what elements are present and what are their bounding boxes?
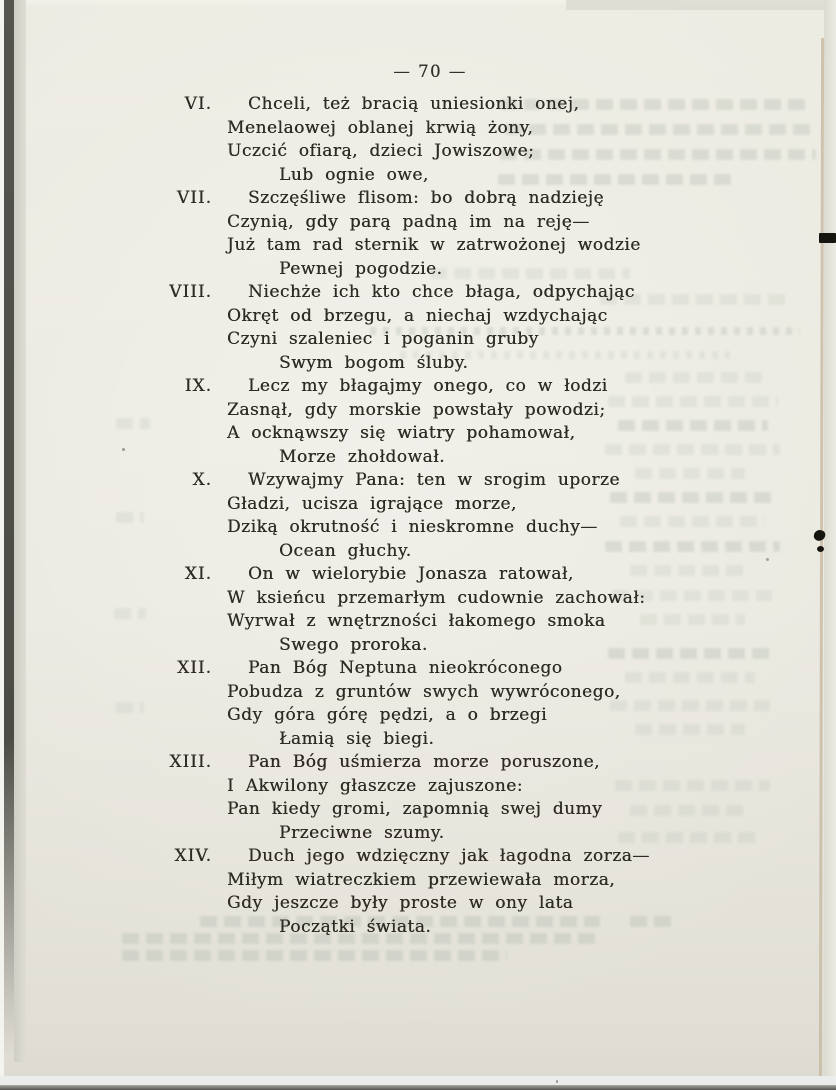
stanza-xi <box>160 563 760 657</box>
poem-line: Przeciwne szumy. <box>279 822 445 843</box>
poem-line <box>160 469 760 493</box>
poem-line: A ocknąwszy się wiatry pohamował, <box>227 423 576 443</box>
stanza-numeral: XIV. <box>174 846 212 866</box>
bleed-through-line <box>116 702 144 713</box>
stanza-x <box>160 469 760 563</box>
poem-line: Okręt od brzegu, a niechaj wzdychając <box>227 305 608 326</box>
poem-line-text: Pan Bóg uśmierza morze poruszone, <box>248 752 601 772</box>
bleed-through-line <box>122 950 507 961</box>
poem-line: Już tam rad sternik w zatrwożonej wodzie <box>227 235 641 255</box>
poem-line: Miłym wiatreczkiem przewiewała morza, <box>227 869 616 890</box>
poem-line-text: Lecz my błagajmy onego, co w łodzi <box>248 376 608 396</box>
poem-line-text: Szczęśliwe flisom: bo dobrą nadzieję <box>248 188 605 208</box>
poem-line: Gładzi, ucisza igrające morze, <box>227 493 517 514</box>
poem-line: I Akwilony głaszcze zajuszone: <box>227 775 523 796</box>
poem-line <box>160 281 760 305</box>
poem-line: Pan kiedy gromi, zapomnią swej dumy <box>227 799 603 819</box>
bleed-through-line <box>116 418 150 429</box>
poem-body <box>160 93 760 939</box>
poem-line <box>160 845 760 869</box>
scan-artifact-mark <box>819 233 836 243</box>
poem-line: Uczcić ofiarą, dzieci Jowiszowe; <box>227 141 535 161</box>
stanza-numeral: XII. <box>177 658 212 678</box>
poem-line: Czyni szaleniec i poganin gruby <box>227 329 539 349</box>
scan-gutter-shadow <box>4 0 14 1056</box>
stanza-numeral: VI. <box>184 94 212 114</box>
poem-line: Morze zhołdował. <box>279 446 446 467</box>
poem-line <box>160 563 760 587</box>
poem-line <box>160 751 760 775</box>
poem-line-text: Duch jego wdzięczny jak łagodna zorza— <box>248 846 650 866</box>
poem-line: Pobudza z gruntów swych wywróconego, <box>227 681 621 702</box>
poem-line <box>160 375 760 399</box>
stanza-numeral: X. <box>192 470 212 490</box>
scan-artifact-blot <box>817 546 824 552</box>
poem-line-text: Niechże ich kto chce błaga, odpychając <box>248 282 635 302</box>
stanza-numeral: VIII. <box>169 282 212 302</box>
stanza-numeral: VII. <box>176 188 212 208</box>
poem-line: Pewnej pogodzie. <box>279 258 443 279</box>
poem-line: Ocean głuchy. <box>279 540 412 561</box>
scan-left-margin <box>0 0 4 1090</box>
stanza-xiii <box>160 751 760 845</box>
poem-line: W ksieńcu przemarłym cudownie zachował: <box>227 587 646 608</box>
poem-line-text: Wzywajmy Pana: ten w srogim uporze <box>248 470 620 490</box>
bleed-through-line <box>114 608 146 619</box>
poem-line: Gdy jeszcze były proste w ony lata <box>227 893 574 913</box>
poem-line: Lub ognie owe, <box>279 164 429 185</box>
poem-line: Czynią, gdy parą padną im na reję— <box>227 211 590 232</box>
page-top-right-shade <box>566 0 836 10</box>
stanza-numeral: XI. <box>184 564 212 584</box>
scan-speck <box>556 1080 558 1083</box>
stanza-vii <box>160 187 760 281</box>
stanza-ix <box>160 375 760 469</box>
poem-line <box>160 657 760 681</box>
poem-line: Swym bogom śluby. <box>279 352 469 373</box>
scan-bottom-shadow <box>0 1085 836 1090</box>
poem-line <box>160 93 760 117</box>
poem-line: Początki świata. <box>279 916 432 937</box>
poem-line: Dziką okrutność i nieskromne duchy— <box>227 517 598 537</box>
poem-line: Gdy góra górę pędzi, a o brzegi <box>227 705 548 725</box>
bleed-through-line <box>116 512 144 523</box>
stanza-xiv <box>160 845 760 939</box>
scan-speck <box>766 558 769 561</box>
poem-line: Menelaowej oblanej krwią żony, <box>227 117 534 138</box>
poem-line: Wyrwał z wnętrzności łakomego smoka <box>227 611 606 631</box>
page-left-edge <box>14 0 26 1062</box>
poem-line <box>160 187 760 211</box>
poem-line-text: Pan Bóg Neptuna nieokróconego <box>248 658 563 678</box>
scan-speck <box>122 448 125 451</box>
poem-line: Swego proroka. <box>279 634 428 655</box>
poem-line-text: Chceli, też bracią uniesionki onej, <box>248 94 580 114</box>
stanza-numeral: IX. <box>184 376 212 396</box>
poem-line: Łamią się biegi. <box>279 728 435 749</box>
poem-line: Zasnął, gdy morskie powstały powodzi; <box>227 399 606 420</box>
stanza-vi <box>160 93 760 187</box>
page-bottom-edge <box>0 1076 836 1085</box>
next-page-edge <box>824 0 836 1090</box>
stanza-numeral: XIII. <box>169 752 212 772</box>
page-number: — 70 — <box>393 62 467 81</box>
stanza-xii <box>160 657 760 751</box>
stanza-viii <box>160 281 760 375</box>
poem-line-text: On w wielorybie Jonasza ratował, <box>248 564 574 584</box>
